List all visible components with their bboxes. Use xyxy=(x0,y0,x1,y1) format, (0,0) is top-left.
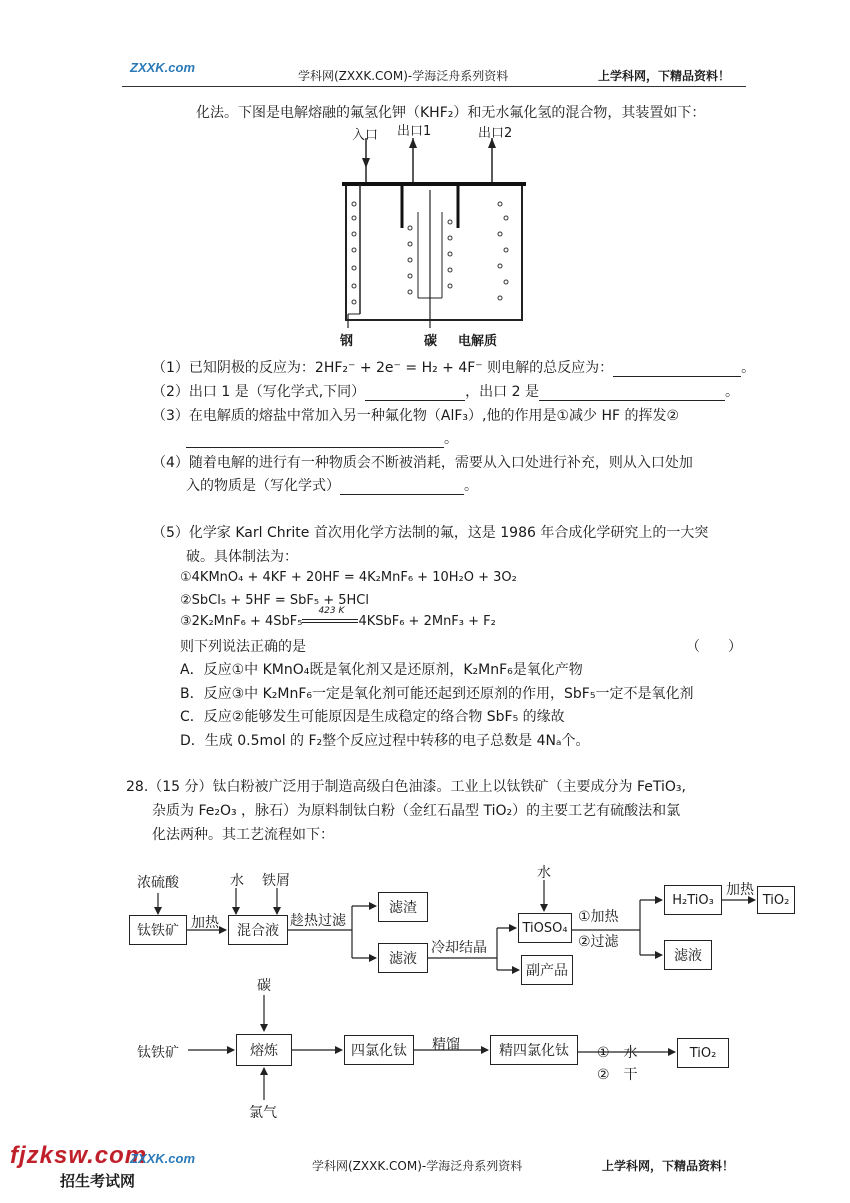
box-h2tio3: H₂TiO₃ xyxy=(664,885,722,915)
question-3: （3）在电解质的熔盐中常加入另一种氟化物（AlF₃）,他的作用是①减少 HF 的挥发② xyxy=(152,408,680,424)
label-carbon: 碳 xyxy=(257,978,271,994)
q28-line2: 杂质为 Fe₂O₃ ，脉石）为原料制钛白粉（金红石晶型 TiO₂）的主要工艺有硫酸法和氯 xyxy=(152,803,681,819)
footer-right: 上学科网，下精品资料！ xyxy=(602,1159,735,1173)
outlet2-label: 出口2 xyxy=(478,126,513,141)
box-tioso4: TiOSO₄ xyxy=(518,913,572,943)
box-tio2-2: TiO₂ xyxy=(677,1038,729,1068)
answer-parentheses: （ ） xyxy=(686,639,742,655)
intro-text: 化法。下图是电解熔融的氟氢化钾（KHF₂）和无水氟化氢的混合物，其装置如下： xyxy=(196,105,706,121)
footer-center: 学科网(ZXXK.COM)-学海泛舟系列资料 xyxy=(312,1159,523,1173)
anode-label: 碳 xyxy=(424,334,438,349)
box-mixture: 混合液 xyxy=(228,915,288,945)
header-center: 学科网(ZXXK.COM)-学海泛舟系列资料 xyxy=(298,69,509,83)
question-5-stem: 则下列说法正确的是 xyxy=(180,639,306,655)
question-5-line1: （5）化学家 Karl Chrite 首次用化学方法制的氟，这是 1986 年合成化学研究上的一大突 xyxy=(152,525,709,541)
cathode-label: 钢 xyxy=(340,334,354,349)
label-cool-crystallize: 冷却结晶 xyxy=(431,940,487,956)
footer-logo xyxy=(130,1151,195,1166)
q28-line3: 化法两种。其工艺流程如下： xyxy=(152,827,334,843)
box-filtrate-1: 滤液 xyxy=(378,943,428,973)
label-water-1: 水 xyxy=(230,873,244,889)
question-4-line1: （4）随着电解的进行有一种物质会不断被消耗，需要从入口处进行补充，则从入口处加 xyxy=(152,455,693,471)
q28-line1: 28.（15 分）钛白粉被广泛用于制造高级白色油漆。工业上以钛铁矿（主要成分为 FeTiO₃, xyxy=(126,779,686,795)
label-iron-filings: 铁屑 xyxy=(262,873,290,889)
label-step-filter: ②过滤 xyxy=(578,934,619,950)
question-2: （2）出口 1 是（写化学式,下同） ，出口 2 是 。 xyxy=(152,384,739,400)
question-3-blank: 。 xyxy=(186,428,458,448)
logo-text: ZXXK.com xyxy=(130,60,196,75)
label-hot-filtration: 趁热过滤 xyxy=(290,913,346,929)
watermark-logo xyxy=(10,1142,147,1170)
footer-logo-text: ZXXK.com xyxy=(130,1151,196,1166)
box-pure-ticl4: 精四氯化钛 xyxy=(490,1035,578,1065)
electrolyte-label: 电解质 xyxy=(458,334,498,349)
question-5-line2: 破。具体制法为： xyxy=(186,549,298,565)
label-chlorine: 氯气 xyxy=(249,1105,277,1121)
label-step-heat: ①加热 xyxy=(578,909,619,925)
label-distill: 精馏 xyxy=(432,1037,460,1053)
watermark-text: fjzksw.com xyxy=(10,1142,148,1169)
equation-1: ①4KMnO₄ + 4KF + 20HF = 4K₂MnF₆ + 10H₂O + 3O₂ xyxy=(180,570,517,585)
label-heat-1: 加热 xyxy=(191,915,219,931)
header-right: 上学科网，下精品资料！ xyxy=(598,69,731,83)
question-4-line2: 入的物质是（写化学式） 。 xyxy=(186,478,478,494)
question-1: （1）已知阴极的反应为：2HF₂⁻ + 2e⁻ = H₂ + 4F⁻ 则电解的总反应为： 。 xyxy=(152,360,756,376)
option-a: A．反应①中 KMnO₄既是氧化剂又是还原剂，K₂MnF₆是氧化产物 xyxy=(180,662,583,678)
box-residue: 滤渣 xyxy=(378,892,428,922)
option-c: C．反应②能够发生可能原因是生成稳定的络合物 SbF₅ 的缘故 xyxy=(180,709,565,725)
box-tio2-1: TiO₂ xyxy=(757,886,795,914)
option-d: D．生成 0.5mol 的 F₂整个反应过程中转移的电子总数是 4Nₐ个。 xyxy=(180,733,590,749)
box-smelting: 熔炼 xyxy=(236,1034,292,1066)
label-conc-sulfuric-acid: 浓硫酸 xyxy=(137,875,179,891)
option-b: B．反应③中 K₂MnF₆一定是氧化剂可能还起到还原剂的作用，SbF₅一定不是氧化剂 xyxy=(180,686,694,702)
outlet1-label: 出口1 xyxy=(397,124,432,139)
label-step-dry: ② 干 xyxy=(597,1067,638,1083)
box-ilmenite: 钛铁矿 xyxy=(129,915,187,945)
equation-3-condition: 423 K xyxy=(318,606,345,616)
equation-3: ③2K₂MnF₆ + 4SbF₅ 423 K 4KSbF₆ + 2MnF₃ + F₂ xyxy=(180,606,496,629)
equation-2: ②SbCl₅ + 5HF = SbF₅ + 5HCl xyxy=(180,593,369,608)
label-heat-2: 加热 xyxy=(726,882,754,898)
inlet-label: 入口 xyxy=(352,128,379,143)
label-step-water: ① 水 xyxy=(597,1045,638,1061)
box-filtrate-2: 滤液 xyxy=(664,940,712,970)
box-byproduct: 副产品 xyxy=(521,955,573,985)
label-ilmenite-2: 钛铁矿 xyxy=(137,1045,179,1061)
label-water-2: 水 xyxy=(537,865,551,881)
box-ticl4: 四氯化钛 xyxy=(344,1035,414,1065)
watermark-subtitle: 招生考试网 xyxy=(60,1172,136,1190)
